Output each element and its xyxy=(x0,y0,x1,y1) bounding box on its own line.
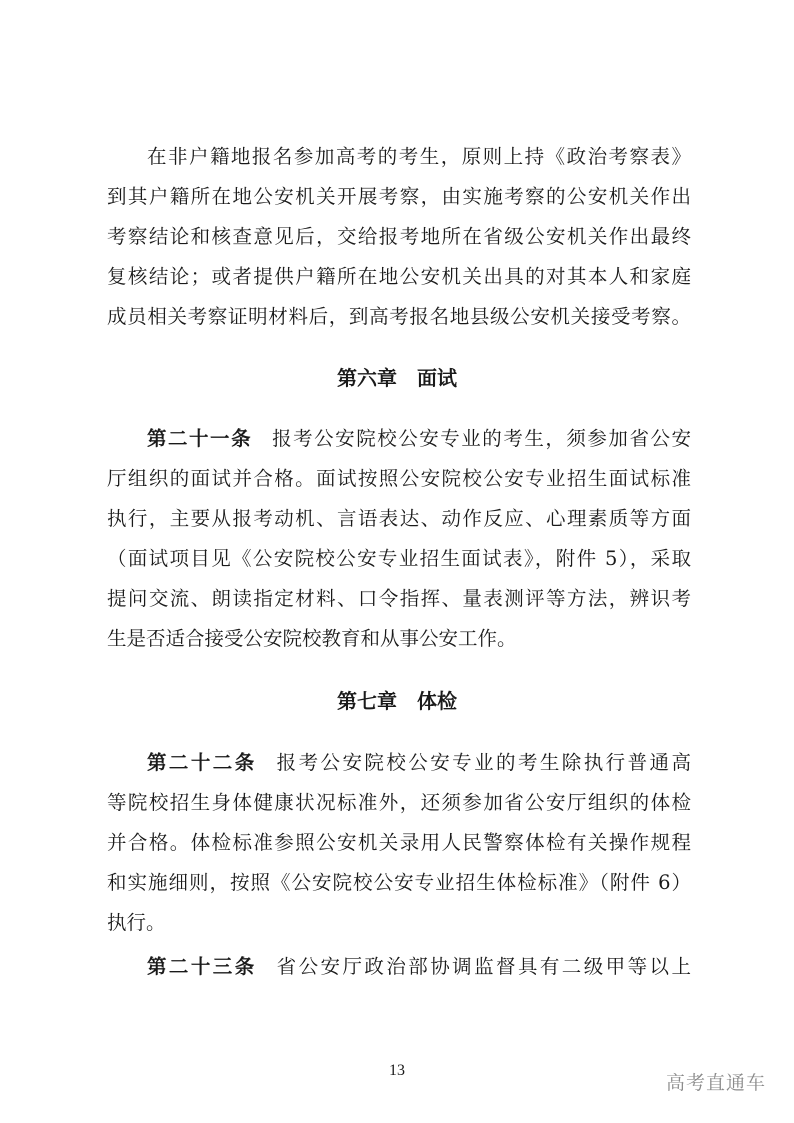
article-text: 报考公安院校公安专业的考生除执行普通高 xyxy=(276,751,691,774)
article-label: 第二十三条 xyxy=(147,955,257,978)
article-first-line xyxy=(107,749,691,777)
watermark: 高考直通车 xyxy=(665,1072,766,1094)
paragraph-line: 并合格。体检标准参照公安机关录用人民警察体检有关操作规程 xyxy=(107,831,691,854)
paragraph-line: 提问交流、朗读指定材料、口令指挥、量表测评等方法，辨识考 xyxy=(107,587,691,610)
paragraph-line: 到其户籍所在地公安机关开展考察，由实施考察的公安机关作出 xyxy=(107,185,691,208)
article-text: 报考公安院校公安专业的考生，须参加省公安 xyxy=(272,427,691,450)
page-number: 13 xyxy=(389,1062,405,1079)
paragraph-line: （面试项目见《公安院校公安专业招生面试表》，附件 5），采取 xyxy=(107,547,691,570)
paragraph-line: 复核结论；或者提供户籍所在地公安机关出具的对其本人和家庭 xyxy=(107,265,691,288)
chapter-heading: 第七章 体检 xyxy=(337,689,457,713)
paragraph-line: 执行，主要从报考动机、言语表达、动作反应、心理素质等方面 xyxy=(107,507,691,530)
chapter-heading: 第六章 面试 xyxy=(337,366,457,390)
article-first-line xyxy=(107,953,691,981)
paragraph-line: 执行。 xyxy=(107,911,166,934)
article-label: 第二十二条 xyxy=(147,751,257,774)
paragraph-line: 考察结论和核查意见后，交给报考地所在省级公安机关作出最终 xyxy=(107,225,691,248)
paragraph-line: 生是否适合接受公安院校教育和从事公安工作。 xyxy=(107,627,517,650)
article-first-line xyxy=(107,425,691,453)
paragraph-line: 等院校招生身体健康状况标准外，还须参加省公安厅组织的体检 xyxy=(107,791,691,814)
paragraph-line: 厅组织的面试并合格。面试按照公安院校公安专业招生面试标准 xyxy=(107,467,691,490)
paragraph-line: 和实施细则，按照《公安院校公安专业招生体检标准》（附件 6） xyxy=(107,871,691,894)
article-text: 省公安厅政治部协调监督具有二级甲等以上 xyxy=(276,955,691,978)
article-label: 第二十一条 xyxy=(147,427,253,450)
paragraph-line: 成员相关考察证明材料后，到高考报名地县级公安机关接受考察。 xyxy=(107,305,691,328)
paragraph-line: 在非户籍地报名参加高考的考生，原则上持《政治考察表》 xyxy=(147,145,691,168)
